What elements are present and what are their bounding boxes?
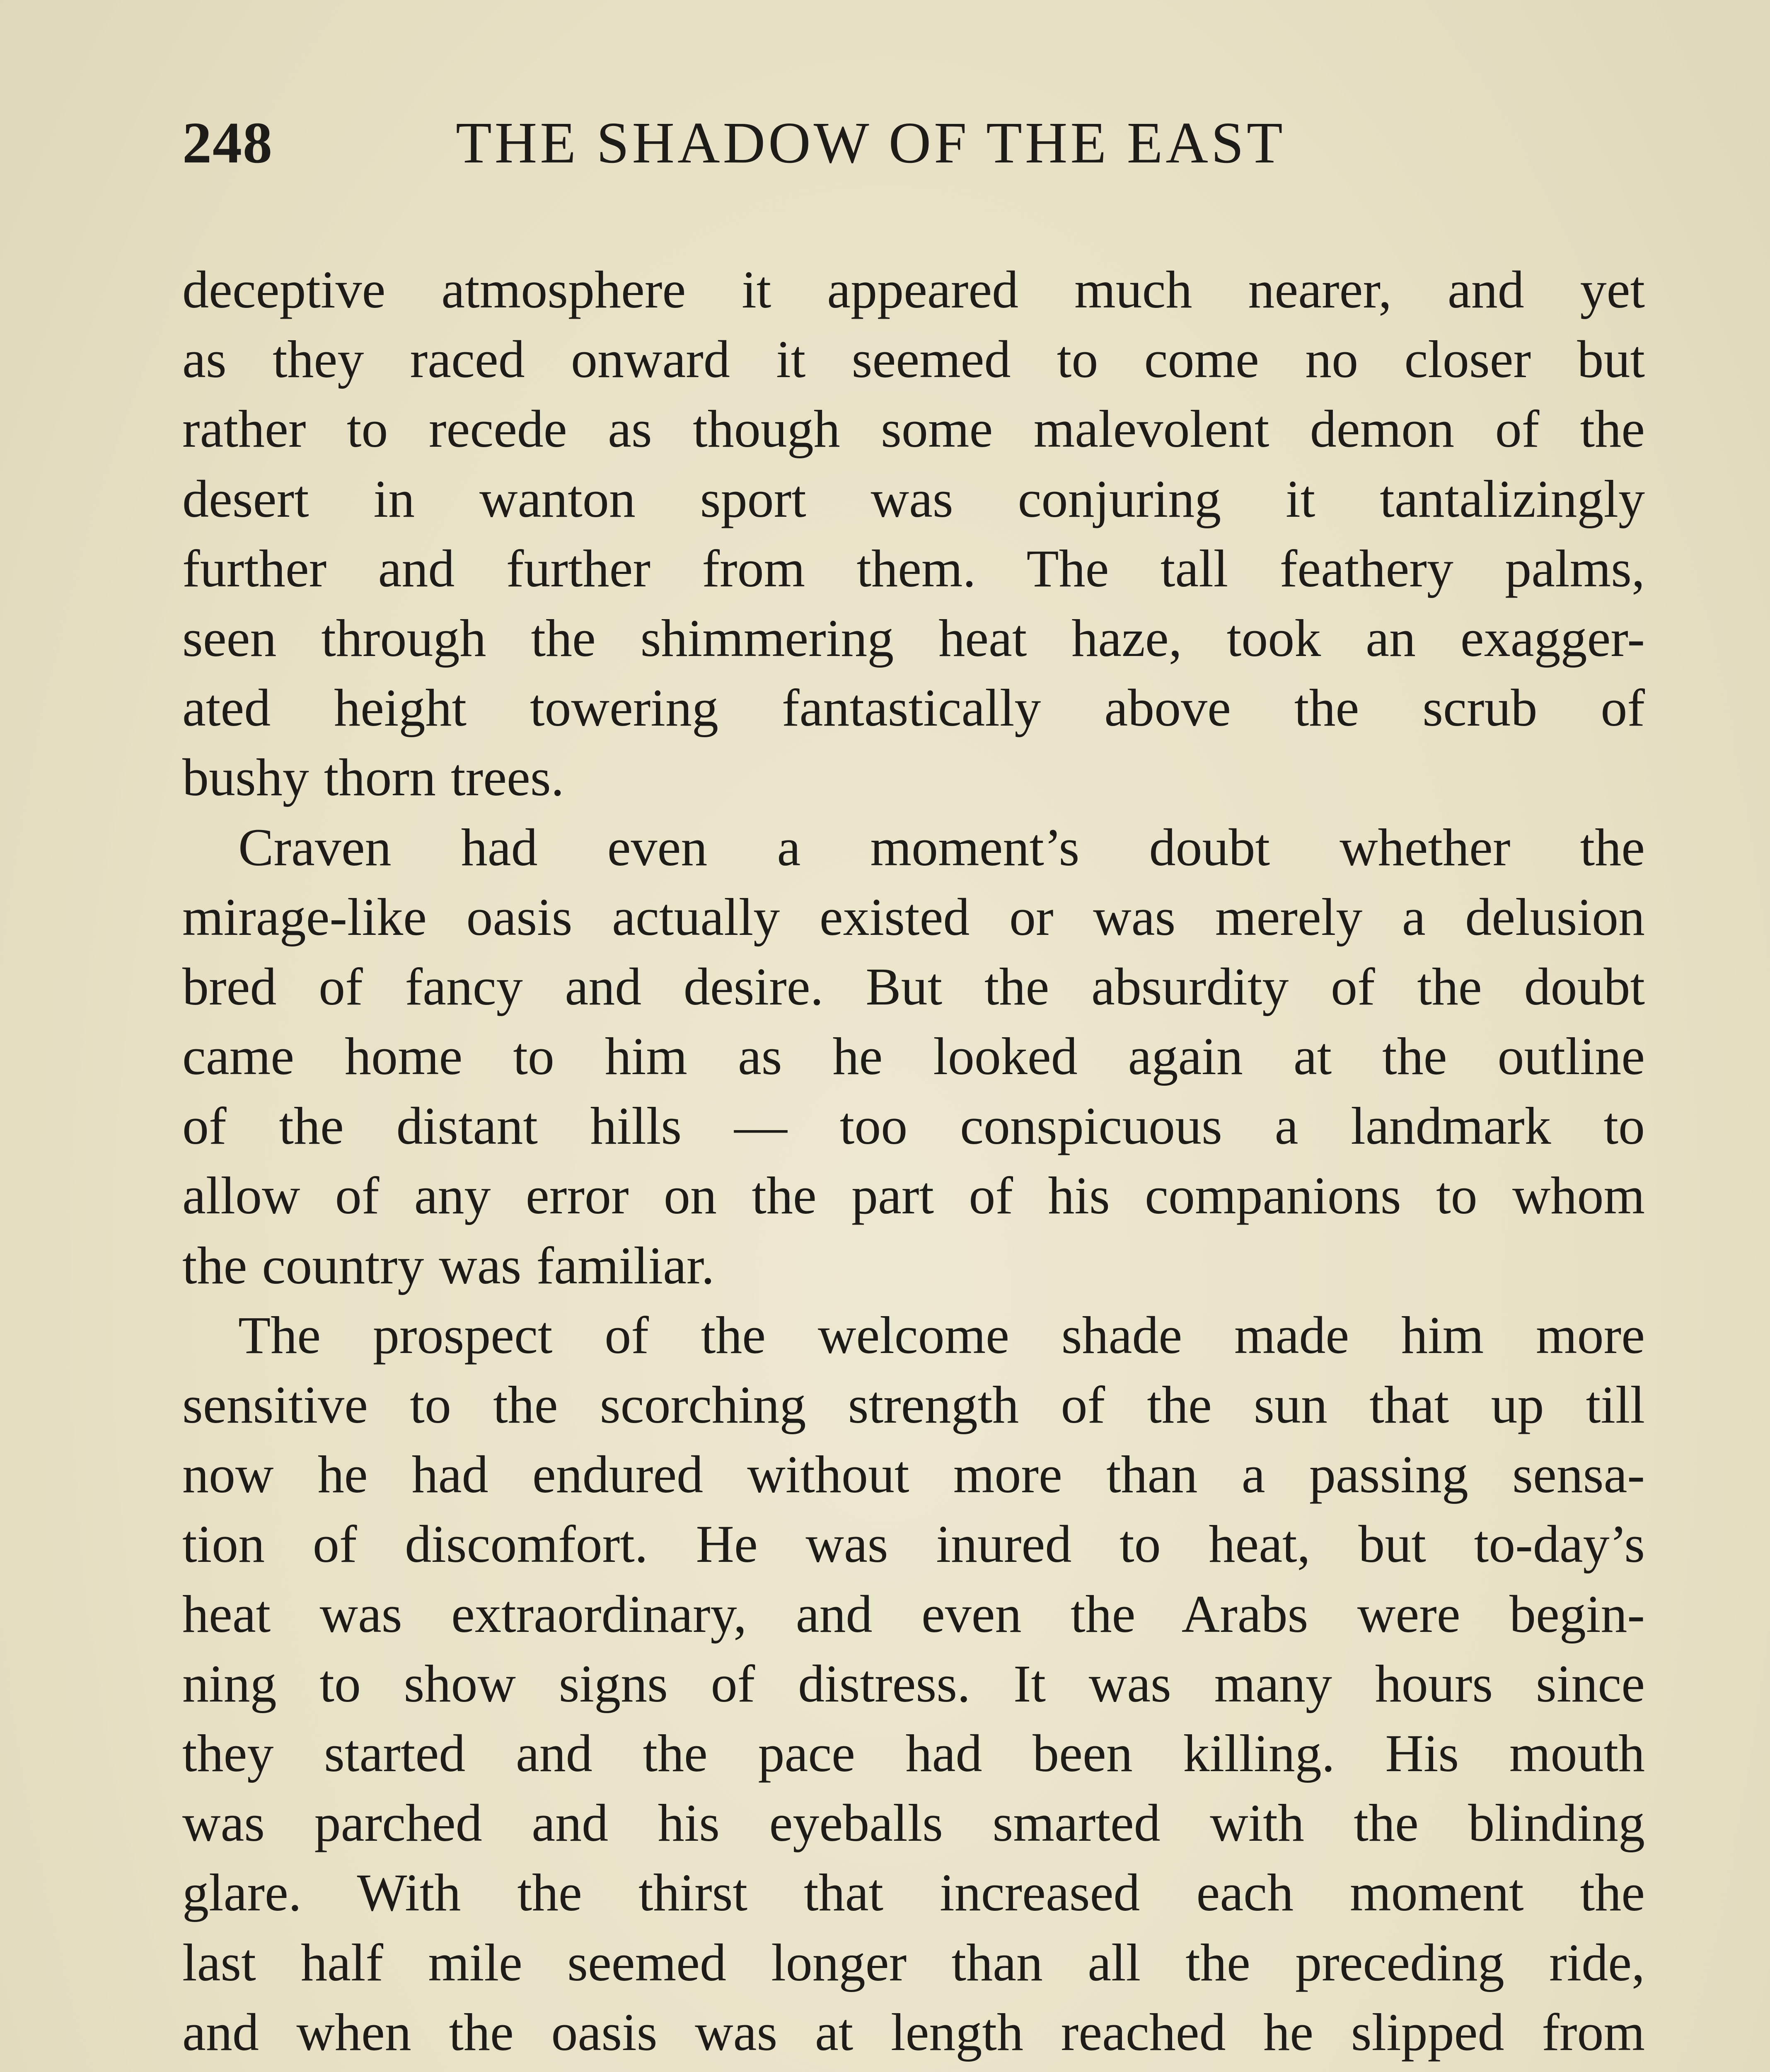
text-line: was parched and his eyeballs smarted with the blinding — [182, 1794, 1645, 1853]
running-head: THE SHADOW OF THE EAST — [456, 110, 1286, 175]
text-line: mirage-like oasis actually existed or was merely a delusion — [182, 887, 1645, 946]
text-line: bushy thorn trees. — [182, 748, 564, 807]
text-line: and when the oasis was at length reached he slipped from — [182, 2002, 1645, 2062]
text-line: deceptive atmosphere it appeared much nearer, and yet — [182, 260, 1645, 319]
text-line: ning to show signs of distress. It was many hours since — [182, 1654, 1645, 1713]
text-line: came home to him as he looked again at the outline — [182, 1027, 1645, 1086]
text-line: the country was familiar. — [182, 1236, 715, 1295]
text-line: of the distant hills — too conspicuous a landmark to — [182, 1097, 1645, 1156]
text-line: last half mile seemed longer than all the preceding ride, — [182, 1933, 1645, 1992]
text-line: now he had endured without more than a passing sensa- — [182, 1445, 1645, 1504]
text-line: bred of fancy and desire. But the absurdity of the doubt — [182, 957, 1645, 1016]
text-line: ated height towering fantastically above the scrub of — [182, 678, 1645, 738]
text-line: rather to recede as though some malevolent demon of the — [182, 399, 1645, 459]
text-line: sensitive to the scorching strength of the sun that up till — [182, 1375, 1645, 1434]
text-line: allow of any error on the part of his companions to whom — [182, 1166, 1645, 1225]
page-number: 248 — [182, 110, 273, 175]
text-line: seen through the shimmering heat haze, took an exagger- — [182, 608, 1645, 668]
text-line: further and further from them. The tall feathery palms, — [182, 539, 1645, 598]
text-line: The prospect of the welcome shade made him more — [238, 1305, 1645, 1365]
text-line: desert in wanton sport was conjuring it tantalizingly — [182, 469, 1645, 528]
text-line: they started and the pace had been killing. His mouth — [182, 1723, 1645, 1783]
text-line: glare. With the thirst that increased each moment the — [182, 1863, 1645, 1922]
body-text — [182, 255, 1645, 2072]
text-line: as they raced onward it seemed to come no closer but — [182, 330, 1645, 389]
text-line — [182, 2067, 1645, 2072]
text-line: tion of discomfort. He was inured to heat, but to-day’s — [182, 1515, 1645, 1574]
text-line: heat was extraordinary, and even the Arabs were begin- — [182, 1584, 1645, 1644]
text-line: Craven had even a moment’s doubt whether the — [238, 818, 1645, 877]
page-header — [182, 109, 1649, 179]
